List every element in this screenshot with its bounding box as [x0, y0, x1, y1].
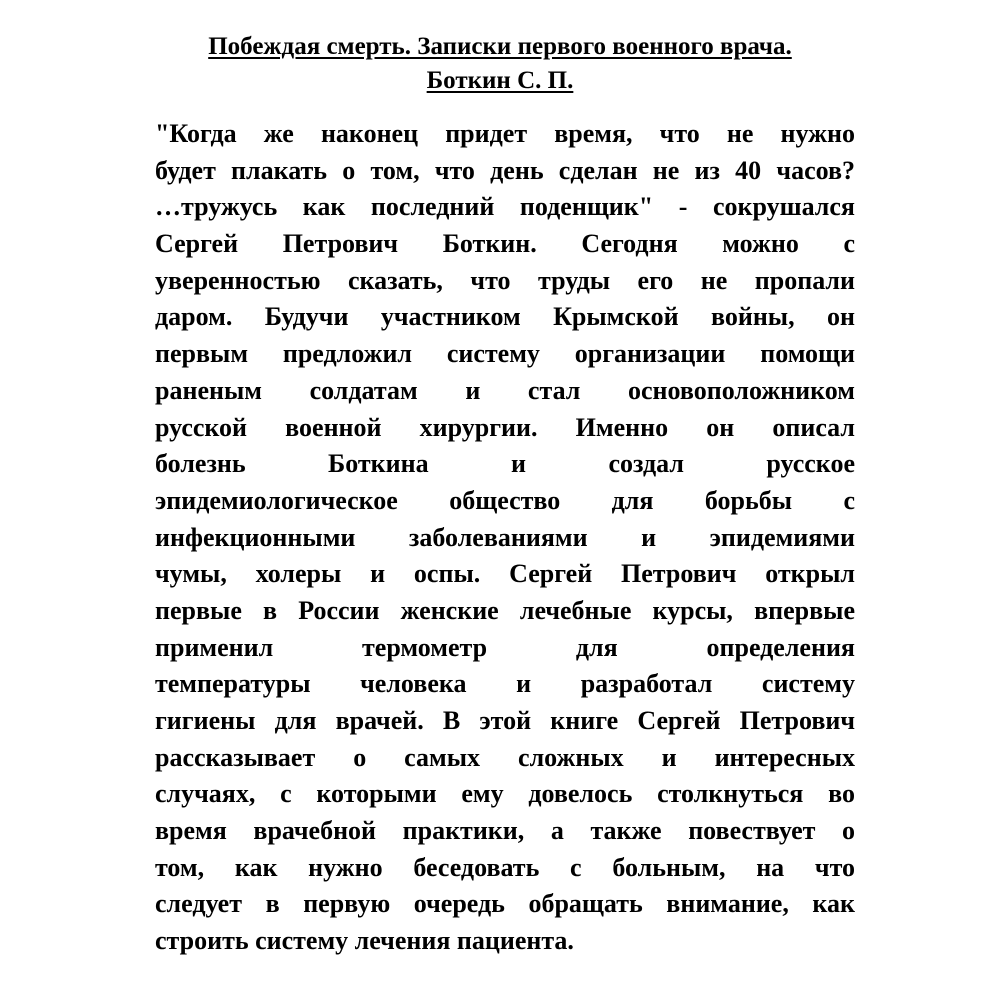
text-line: следует в первую очередь обращать внимание, как — [155, 889, 855, 919]
text-line: русской военной хирургии. Именно он описал — [155, 412, 855, 442]
text-line: гигиены для врачей. В этой книге Сергей Петрович — [155, 706, 855, 735]
text-line: чумы, холеры и оспы. Сергей Петрович открыл — [155, 559, 855, 589]
book-title-block — [100, 30, 900, 98]
text-line: случаях, с которыми ему довелось столкнуться во — [155, 779, 855, 809]
text-line: эпидемиологическое общество для борьбы с — [155, 485, 855, 515]
text-line: болезнь Боткина и создал русское — [155, 449, 855, 479]
text-line: температуры человека и разработал систему — [155, 669, 855, 699]
text-line: "Когда же наконец придет время, что не нужно — [155, 119, 855, 148]
book-author: Боткин С. П. — [426, 67, 574, 94]
annotation-text — [155, 116, 855, 960]
text-line: даром. Будучи участником Крымской войны, он — [155, 302, 855, 332]
text-line: уверенностью сказать, что труды его не пропали — [155, 265, 855, 295]
text-line: первые в России женские лечебные курсы, впервые — [155, 595, 855, 625]
text-line: …тружусь как последний поденщик" - сокрушался — [155, 192, 855, 222]
text-line: применил термометр для определения — [155, 632, 855, 662]
text-line: будет плакать о том, что день сделан не из 40 часов? — [155, 155, 855, 185]
text-line: время врачебной практики, а также повествует о — [155, 816, 855, 846]
text-line-last: строить систему лечения пациента. — [155, 926, 574, 956]
book-title: Побеждая смерть. Записки первого военного врача. — [208, 33, 792, 60]
text-line: Сергей Петрович Боткин. Сегодня можно с — [155, 229, 855, 259]
text-line: раненым солдатам и стал основоположником — [155, 375, 855, 405]
text-line: инфекционными заболеваниями и эпидемиями — [155, 522, 855, 552]
text-line: рассказывает о самых сложных и интересных — [155, 742, 855, 772]
text-line: первым предложил систему организации помощи — [155, 339, 855, 369]
text-line: том, как нужно беседовать с больным, на что — [155, 852, 855, 882]
